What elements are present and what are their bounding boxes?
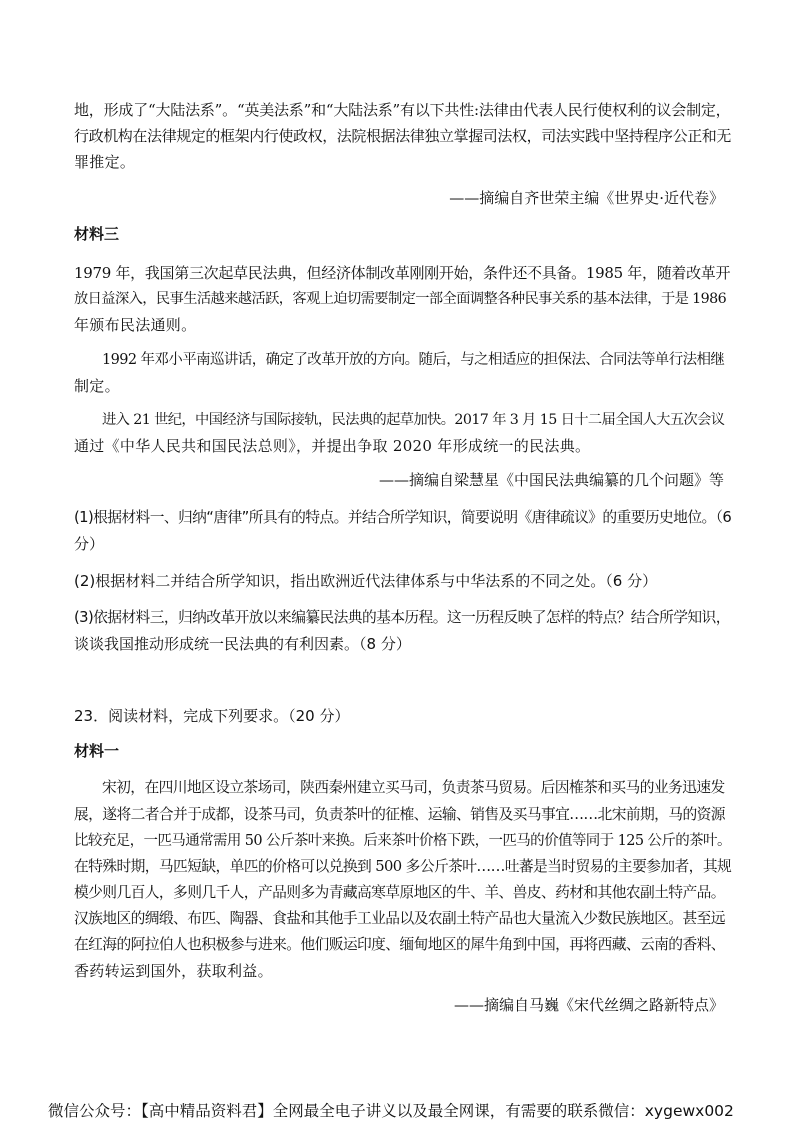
question-line: 谈谈我国推动形成统一民法典的有利因素。（8 分） [74,635,411,653]
question-line: (1)根据材料一、归纳“唐律”所具有的特点。并结合所学知识，简要说明《唐律疏议》的重要历史地位。（6 [74,509,732,526]
question-line: (2)根据材料二并结合所学知识，指出欧洲近代法律体系与中华法系的不同之处。（6 分） [74,572,658,590]
paragraph-line: 汉族地区的绸缎、布匹、陶器、食盐和其他手工业品以及农副土特产品也大量流入少数民族地区。甚至远 [74,910,725,927]
source-citation: ——摘编自齐世荣主编《世界史·近代卷》 [449,189,724,207]
paragraph-line: 模少则几百人，多则几千人，产品则多为青藏高寒草原地区的牛、羊、兽皮、药材和其他农副土特产品。 [74,884,725,901]
paragraph-line: 放日益深入，民事生活越来越活跃，客观上迫切需要制定一部全面调整各种民事关系的基本法律，于是 1986 [74,291,727,307]
source-citation: ——摘编自梁慧星《中国民法典编纂的几个问题》等 [378,471,724,489]
question-line: 分） [74,535,105,553]
paragraph-line: 地，形成了“大陆法系”。“英美法系”和“大陆法系”有以下共性:法律由代表人民行使权利的议会制定， [74,101,731,119]
question-line: (3)依据材料三，归纳改革开放以来编纂民法典的基本历程。这一历程反映了怎样的特点？结合所学知识， [74,609,730,626]
paragraph-line: 罪推定。 [74,153,136,171]
paragraph-line: 在红海的阿拉伯人也积极参与进来。他们贩运印度、缅甸地区的犀牛角到中国，再将西藏、云南的香料、 [74,936,725,953]
paragraph-line: 年颁布民法通则。 [74,316,197,334]
paragraph-line: 在特殊时期，马匹短缺，单匹的价格可以兑换到 500 多公斤茶叶……吐蕃是当时贸易的主要参加者，其规 [74,858,732,875]
paragraph-line: 行政机构在法律规定的框架内行使政权，法院根据法律独立掌握司法权，司法实践中坚持程序公正和无 [74,127,732,145]
paragraph-line: 宋初，在四川地区设立茶场司，陕西秦州建立买马司，负责茶马贸易。后因榷茶和买马的业务迅速发 [102,779,725,796]
paragraph-line: 通过《中华人民共和国民法总则》，并提出争取 2020 年形成统一的民法典。 [74,437,591,455]
paragraph-line: 制定。 [74,377,120,395]
paragraph-line: 1979 年，我国第三次起草民法典，但经济体制改革刚刚开始，条件还不具备。1985 年，随着改革开 [74,264,731,282]
paragraph-line: 香药转运到国外，获取利益。 [74,962,273,980]
question-title: 23．阅读材料，完成下列要求。（20 分） [74,707,350,725]
paragraph-line: 比较充足，一匹马通常需用 50 公斤茶叶来换。后来茶叶价格下跌，一匹马的价值等同于 125 公斤的茶叶。 [74,833,731,849]
paragraph-line: 进入 21 世纪，中国经济与国际接轨，民法典的起草加快。2017 年 3 月 15 日十二届全国人大五次会议 [102,412,725,428]
section-heading: 材料一 [74,742,120,760]
paragraph-line: 1992 年邓小平南巡讲话，确定了改革开放的方向。随后，与之相适应的担保法、合同法等单行法相继 [102,352,725,368]
page-footer: 微信公众号：【高中精品资料君】全网最全电子讲义以及最全网课，有需要的联系微信：xygewx002 [48,1102,734,1120]
paragraph-line: 展，遂将二者合并于成都，设茶马司，负责茶叶的征榷、运输、销售及买马事宜……北宋前期，马的资源 [74,806,725,823]
section-heading: 材料三 [74,225,120,243]
source-citation: ——摘编自马巍《宋代丝绸之路新特点》 [453,996,724,1014]
